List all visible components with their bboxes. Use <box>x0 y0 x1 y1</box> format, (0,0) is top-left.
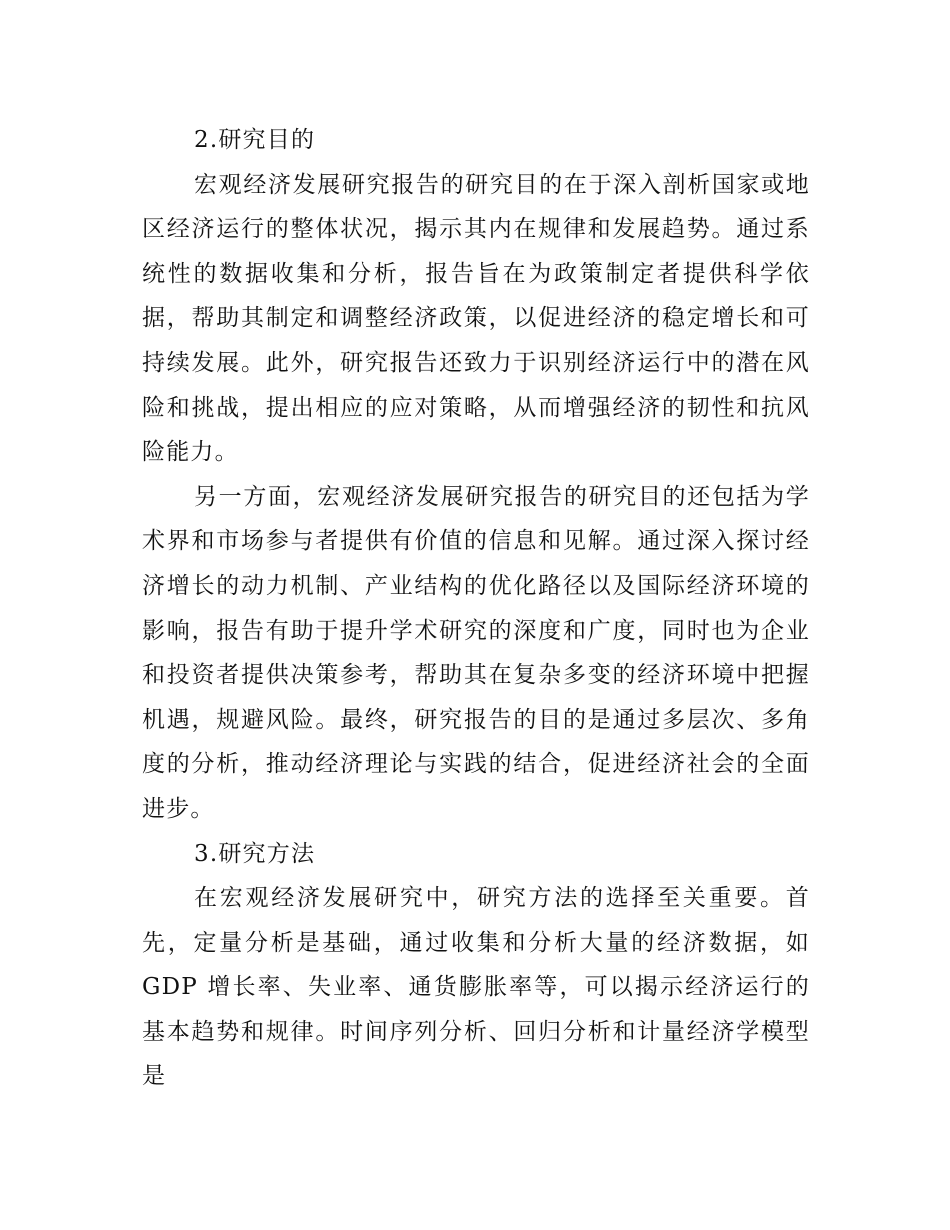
paragraph-research-purpose-1: 宏观经济发展研究报告的研究目的在于深入剖析国家或地区经济运行的整体状况，揭示其内在规律和发展趋势。通过系统性的数据收集和分析，报告旨在为政策制定者提供科学依据，帮助其制定和调整经济政策，以促进经济的稳定增长和可持续发展。此外，研究报告还致力于识别经济运行中的潜在风险和挑战，提出相应的应对策略，从而增强经济的韧性和抗风险能力。 <box>142 171 810 466</box>
paragraph-research-purpose-2: 另一方面，宏观经济发展研究报告的研究目的还包括为学术界和市场参与者提供有价值的信息和见解。通过深入探讨经济增长的动力机制、产业结构的优化路径以及国际经济环境的影响，报告有助于提升学术研究的深度和广度，同时也为企业和投资者提供决策参考，帮助其在复杂多变的经济环境中把握机遇，规避风险。最终，研究报告的目的是通过多层次、多角度的分析，推动经济理论与实践的结合，促进经济社会的全面进步。 <box>142 483 810 822</box>
paragraph-research-method-1: 在宏观经济发展研究中，研究方法的选择至关重要。首先，定量分析是基础，通过收集和分析大量的经济数据，如GDP 增长率、失业率、通货膨胀率等，可以揭示经济运行的基本趋势和规律。时间序列分析、回归分析和计量经济学模型是 <box>142 885 810 1090</box>
section-heading-research-purpose: 2.研究目的 <box>194 127 316 153</box>
section-heading-research-method: 3.研究方法 <box>194 840 316 867</box>
document-body <box>142 118 810 1099</box>
